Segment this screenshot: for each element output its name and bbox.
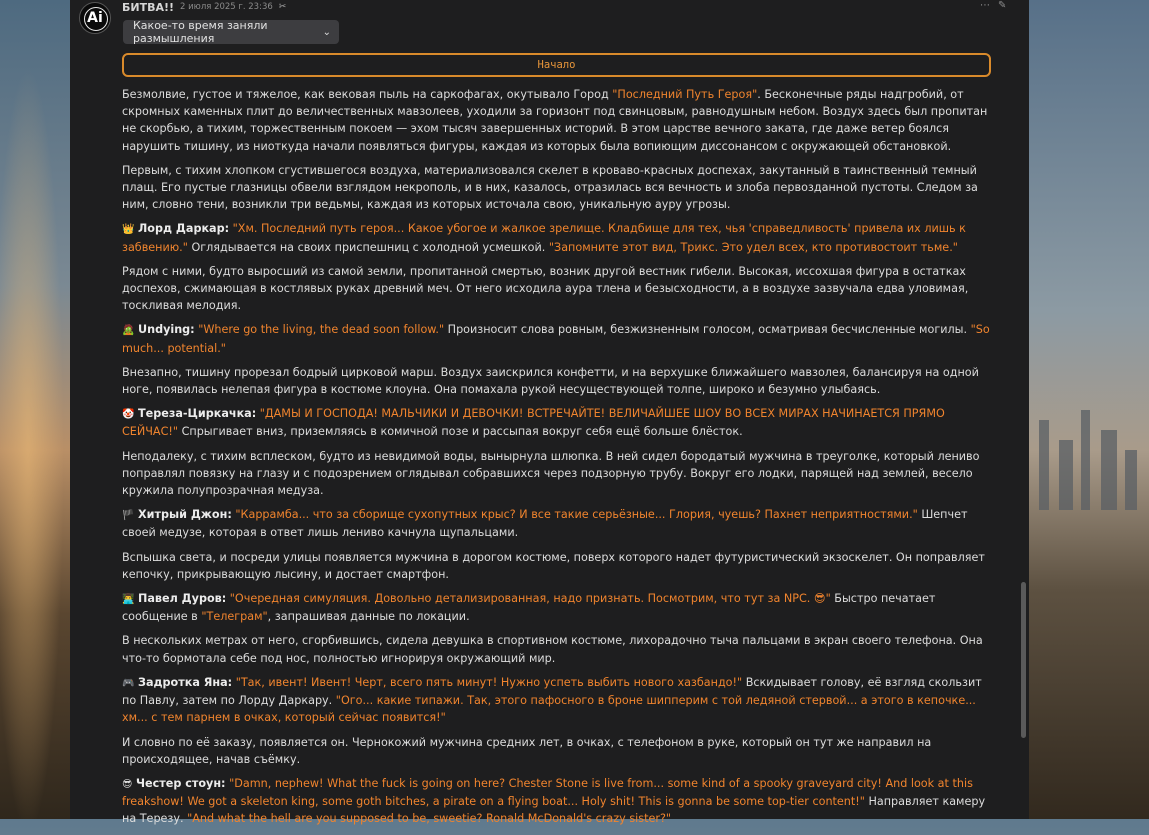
bot-avatar[interactable] bbox=[79, 2, 111, 34]
message-header bbox=[122, 0, 286, 14]
scrollbar-thumb[interactable] bbox=[1021, 582, 1026, 738]
narration-paragraph: Вспышка света, и посреди улицы появляется мужчина в дорогом костюме, поверх которого надет футуристический экзоскелет. Он поправляет кепочку, прикрывающую лысину, и достает смартфон. bbox=[122, 550, 985, 581]
technologist-icon: 👨‍💻 bbox=[122, 594, 135, 606]
narration-paragraph: В нескольких метрах от него, сгорбившись, сидела девушка в спортивном костюме, лихорадочно тыча пальцами в экран своего телефона. Она что-то бормотала себе под нос, полностью игнорируя окружающий мир. bbox=[122, 634, 983, 665]
message-content bbox=[122, 86, 992, 835]
ruin-spire bbox=[1059, 440, 1073, 510]
narration-paragraph: И словно по её заказу, появляется он. Чернокожий мужчина средних лет, в очках, с телефоном в руке, который он тут же направил на происходящее, начав съёмку. bbox=[122, 735, 932, 766]
background-right bbox=[1029, 0, 1149, 819]
dialogue-chester: 😎 Честер стоун: "Damn, nephew! What the fuck is going on here? Chester Stone is live from... some kind of a spooky graveyard city! And look at this freakshow! We got a skeleton king, some goth bitches, a pirate on a flying boat... Holy shit! This is gonna be some top-tier content!" Направляет камеру на Терезу. "And what the hell are you supposed to be, sweetie? Ronald McDonald's crazy sister?" bbox=[122, 776, 986, 826]
ruin-spire bbox=[1039, 420, 1049, 510]
clown-icon: 🤡 bbox=[122, 409, 135, 421]
more-options-icon[interactable]: ⋯ bbox=[980, 0, 990, 11]
scissors-icon: ✂ bbox=[278, 2, 287, 12]
background-left bbox=[0, 0, 70, 819]
dialogue-tereza: 🤡 Тереза-Циркачка: "ДАМЫ И ГОСПОДА! МАЛЬЧИКИ И ДЕВОЧКИ! ВСТРЕЧАЙТЕ! ВЕЛИЧАЙШЕЕ ШОУ ВО ВСЕХ МИРАХ НАЧИНАЕТСЯ ПРЯМО СЕЙЧАС!" Спрыгивает вниз, приземляясь в комичной позе и рассыпая вокруг себя ещё больше блёсток. bbox=[122, 407, 945, 439]
edit-icon[interactable]: ✎ bbox=[998, 0, 1007, 11]
narration-paragraph: Первым, с тихим хлопком сгустившегося воздуха, материализовался скелет в кроваво-красных доспехах, закутанный в таинственный темный плащ. Его пустые глазницы обвели взглядом некрополь, и в них, казалось, отразилась вся вечность и злоба первозданной пустоты. Следом за ним, словно тени, возникли три ведьмы, каждая из которых источала свою, уникальную ауру угрозы. bbox=[122, 163, 978, 212]
chevron-down-icon: ⌄ bbox=[322, 26, 331, 38]
dialogue-durov: 👨‍💻 Павел Дуров: "Очередная симуляция. Довольно детализированная, надо признать. Посмотрим, что тут за NPC. 😎" Быстро печатает сообщение в "Телеграм", запрашивая данные по локации. bbox=[122, 592, 936, 624]
crown-icon: 👑 bbox=[122, 224, 135, 236]
avatar-text: Ai bbox=[87, 10, 103, 26]
narration-paragraph: Внезапно, тишину прорезал бодрый цирковой марш. Воздух заискрился конфетти, и на верхушке ближайшего мавзолея, балансируя на одной ноге, появилась нелепая фигура в костюме клоуна. Она помахала рукой несуществующей толпе, широко и безумно улыбаясь. bbox=[122, 365, 979, 397]
reasoning-dropdown[interactable] bbox=[123, 20, 339, 44]
zombie-icon: 🧟 bbox=[122, 325, 135, 337]
ruin-spire bbox=[1101, 430, 1117, 510]
ruin-spire bbox=[1125, 450, 1137, 510]
dialogue-yana: 🎮 Задротка Яна: "Так, ивент! Ивент! Черт, всего пять минут! Нужно успеть выбить нового хазбандо!" Вскидывает голову, её взгляд скользит по Павлу, затем по Лорду Даркару. "Ого... какие типажи. Так, этого пафосного в броне шипперим с той ледяной стервой... а этого в кепочке... хм... с тем парнем в очках, который сейчас появится!" bbox=[122, 675, 982, 725]
dialogue-john: 🏴 Хитрый Джон: "Каррамба... что за сборище сухопутных крыс? И все такие серьёзные... Глория, чуешь? Пахнет неприятностями." Шепчет своей медузе, которая в ответ лишь лениво качнула щупальцами. bbox=[122, 508, 968, 540]
message-timestamp: 2 июля 2025 г. 23:36 bbox=[180, 2, 273, 12]
narration-paragraph: Рядом с ними, будто выросший из самой земли, пропитанной смертью, возник другой вестник гибели. Высокая, иссохшая фигура в остатках доспехов, сжимающая в костлявых руках древний меч. От него исходила аура тлена и безысходности, а в воздухе зазвучала едва уловимая, тоскливая мелодия. bbox=[122, 264, 969, 313]
reasoning-dropdown-label: Какое-то время заняли размышления bbox=[133, 19, 268, 45]
dialogue-undying: 🧟 Undying: "Where go the living, the dead soon follow." Произносит слова ровным, безжизненным голосом, осматривая бесчисленные могилы. "So much... potential." bbox=[122, 323, 990, 355]
start-banner-label: Начало bbox=[537, 59, 576, 71]
start-banner bbox=[122, 53, 991, 77]
gamepad-icon: 🎮 bbox=[122, 677, 135, 689]
message-actions bbox=[980, 0, 1006, 11]
dialogue-lord-darkar: 👑 Лорд Даркар: "Хм. Последний путь героя... Какое убогое и жалкое зрелище. Кладбище для тех, чья 'справедливость' привела их лишь к забвению." Оглядывается на своих приспешниц с холодной усмешкой. "Запомните этот вид, Трикс. Это удел всех, кто противостоит тьме." bbox=[122, 222, 966, 254]
pirate-flag-icon: 🏴 bbox=[122, 510, 135, 522]
sunglasses-icon: 😎 bbox=[122, 778, 133, 790]
narration-paragraph: Безмолвие, густое и тяжелое, как вековая пыль на саркофагах, окутывало Город "Последний Путь Героя". Бесконечные ряды надгробий, от скромных каменных плит до величественных мавзолеев, уходили за горизонт под свинцовым, равнодушным небом. Воздух здесь был пропитан не скорбью, а тихим, торжественным покоем — эхом тысяч завершенных историй. В этом царстве вечного заката, где даже ветер боялся нарушить тишину, из ниоткуда начали появляться фигуры, каждая из которых была вопиющим диссонансом с окружающей обстановкой. bbox=[122, 88, 988, 153]
ruin-spire bbox=[1081, 410, 1090, 510]
narration-paragraph: Неподалеку, с тихим всплеском, будто из невидимой воды, вынырнула шлюпка. В ней сидел бородатый мужчина в треуголке, который лениво поправлял повязку на глазу и с подозрением оглядывал собравшихся через подзорную трубу. Вокруг его лодки, парящей над землей, весело кружила полупрозрачная медуза. bbox=[122, 449, 980, 498]
author-name[interactable]: БИТВА!! bbox=[122, 0, 175, 14]
